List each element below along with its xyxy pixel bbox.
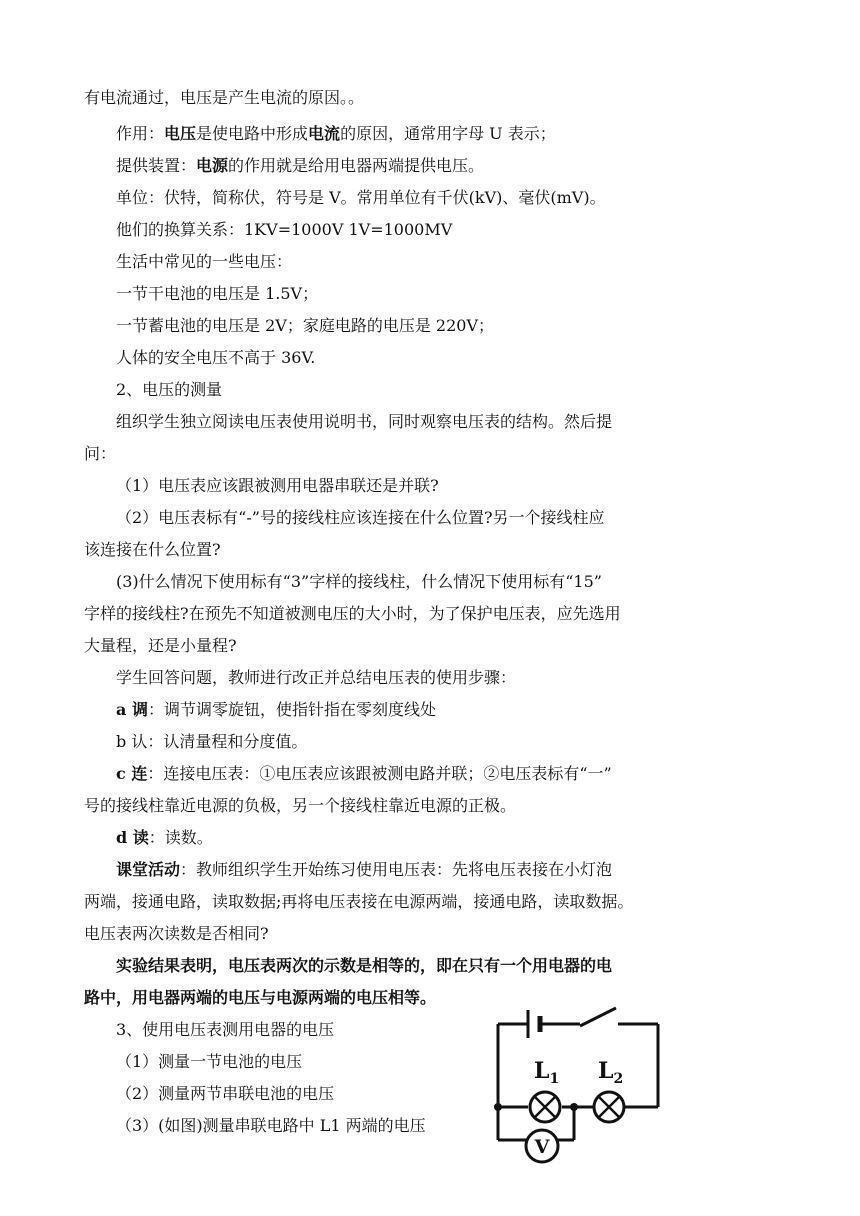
- text-segment: ：读数。: [148, 828, 213, 847]
- text-line-l14: [116, 508, 605, 528]
- text-line-l17: [84, 604, 621, 624]
- text-line-l06: [116, 252, 292, 272]
- text-segment: 单位：伏特，简称伏，符号是 V。常用单位有千伏(kV)、毫伏(mV)。: [116, 188, 606, 207]
- bold-text-segment: 电压: [164, 124, 197, 143]
- text-segment: (3)什么情况下使用标有“3”字样的接线柱，什么情况下使用标有“15”: [116, 572, 602, 591]
- text-line-l23: [84, 796, 516, 816]
- text-line-l21: [116, 732, 307, 752]
- text-line-l30: [116, 1020, 334, 1040]
- text-segment: 电压表两次读数是否相同?: [84, 924, 269, 943]
- text-segment: 是使电路中形成: [196, 124, 309, 143]
- text-line-l11: [116, 412, 612, 432]
- text-segment: 问：: [84, 444, 117, 463]
- switch-blade: [580, 1008, 616, 1026]
- text-segment: 的作用就是给用电器两端提供电压。: [228, 156, 485, 175]
- text-line-l24: [116, 828, 213, 848]
- text-line-l26: [84, 892, 633, 912]
- text-line-l12: [84, 444, 116, 464]
- text-line-l29: [84, 988, 436, 1008]
- text-line-l08: [116, 316, 494, 336]
- bold-text-segment: a 调: [116, 700, 148, 719]
- text-line-l22: [116, 764, 612, 784]
- text-segment: 两端，接通电路，读取数据;再将电压表接在电源两端，接通电路，读取数据。: [84, 892, 634, 911]
- text-segment: 的原因，通常用字母 U 表示；: [340, 124, 556, 143]
- text-segment: ：教师组织学生开始练习使用电压表：先将电压表接在小灯泡: [180, 860, 613, 879]
- text-segment: （2）电压表标有“-”号的接线柱应该连接在什么位置?另一个接线柱应: [116, 508, 605, 527]
- text-line-l15: [84, 540, 221, 560]
- text-segment: （1）电压表应该跟被测用电器串联还是并联?: [116, 476, 439, 495]
- text-segment: 一节蓄电池的电压是 2V；家庭电路的电压是 220V；: [116, 316, 495, 335]
- text-line-l20: [116, 700, 436, 720]
- text-line-l13: [116, 476, 439, 496]
- text-segment: 大量程，还是小量程?: [84, 636, 237, 655]
- text-line-l18: [84, 636, 237, 656]
- text-segment: 该连接在什么位置?: [84, 540, 221, 559]
- text-segment: 字样的接线柱?在预先不知道被测电压的大小时，为了保护电压表，应先选用: [84, 604, 621, 623]
- text-segment: 他们的换算关系：1KV=1000V 1V=1000MV: [116, 220, 453, 239]
- text-segment: 人体的安全电压不高于 36V.: [116, 348, 316, 367]
- text-segment: （3）(如图)测量串联电路中 L1 两端的电压: [116, 1116, 426, 1135]
- text-line-l25: [116, 860, 612, 880]
- text-segment: （1）测量一节电池的电压: [116, 1052, 303, 1071]
- text-line-l09: [116, 348, 315, 368]
- text-line-l05: [116, 220, 452, 240]
- text-segment: 学生回答问题，教师进行改正并总结电压表的使用步骤：: [116, 668, 517, 687]
- text-segment: 提供装置：: [116, 156, 197, 175]
- text-segment: 号的接线柱靠近电源的负极，另一个接线柱靠近电源的正极。: [84, 796, 517, 815]
- circuit-diagram: [488, 1000, 668, 1170]
- text-segment: 作用：: [116, 124, 165, 143]
- bold-text-segment: 电源: [196, 156, 229, 175]
- text-line-l03: [116, 156, 484, 176]
- text-line-l02: [116, 124, 556, 144]
- bold-text-segment: c 连: [116, 764, 148, 783]
- text-segment: 一节干电池的电压是 1.5V；: [116, 284, 319, 303]
- text-segment: 3、使用电压表测用电器的电压: [116, 1020, 335, 1039]
- bold-text-segment: 路中，用电器两端的电压与电源两端的电压相等。: [84, 988, 437, 1007]
- text-line-l31: [116, 1052, 302, 1072]
- text-line-l32: [116, 1084, 334, 1104]
- text-line-l33: [116, 1116, 426, 1136]
- text-segment: 组织学生独立阅读电压表使用说明书，同时观察电压表的结构。然后提: [116, 412, 613, 431]
- text-segment: b 认：认清量程和分度值。: [116, 732, 308, 751]
- text-line-l10: [116, 380, 222, 400]
- text-segment: 2、电压的测量: [116, 380, 223, 399]
- text-line-l16: [116, 572, 602, 592]
- voltmeter-label: V: [534, 1136, 550, 1158]
- bold-text-segment: 电流: [308, 124, 341, 143]
- text-line-l27: [84, 924, 269, 944]
- text-segment: 生活中常见的一些电压：: [116, 252, 293, 271]
- text-segment: 有电流通过，电压是产生电流的原因。。: [84, 88, 365, 107]
- text-line-l01: [84, 88, 364, 108]
- text-line-l07: [116, 284, 318, 304]
- junction-node-mid: [570, 1103, 578, 1111]
- text-line-l19: [116, 668, 516, 688]
- junction-node-left: [494, 1103, 502, 1111]
- text-line-l04: [116, 188, 606, 208]
- text-line-l28: [116, 956, 612, 976]
- bold-text-segment: 实验结果表明，电压表两次的示数是相等的，即在只有一个用电器的电: [116, 956, 613, 975]
- lamp-l2-label: $L_2$: [598, 1058, 624, 1087]
- text-segment: ：连接电压表：①电压表应该跟被测电路并联；②电压表标有“一”: [147, 764, 612, 783]
- lamp-l1-label: $L_1$: [534, 1058, 560, 1087]
- bold-text-segment: d 读: [116, 828, 149, 847]
- bold-text-segment: 课堂活动: [116, 860, 181, 879]
- text-segment: （2）测量两节串联电池的电压: [116, 1084, 335, 1103]
- text-segment: ：调节调零旋钮，使指针指在零刻度线处: [147, 700, 436, 719]
